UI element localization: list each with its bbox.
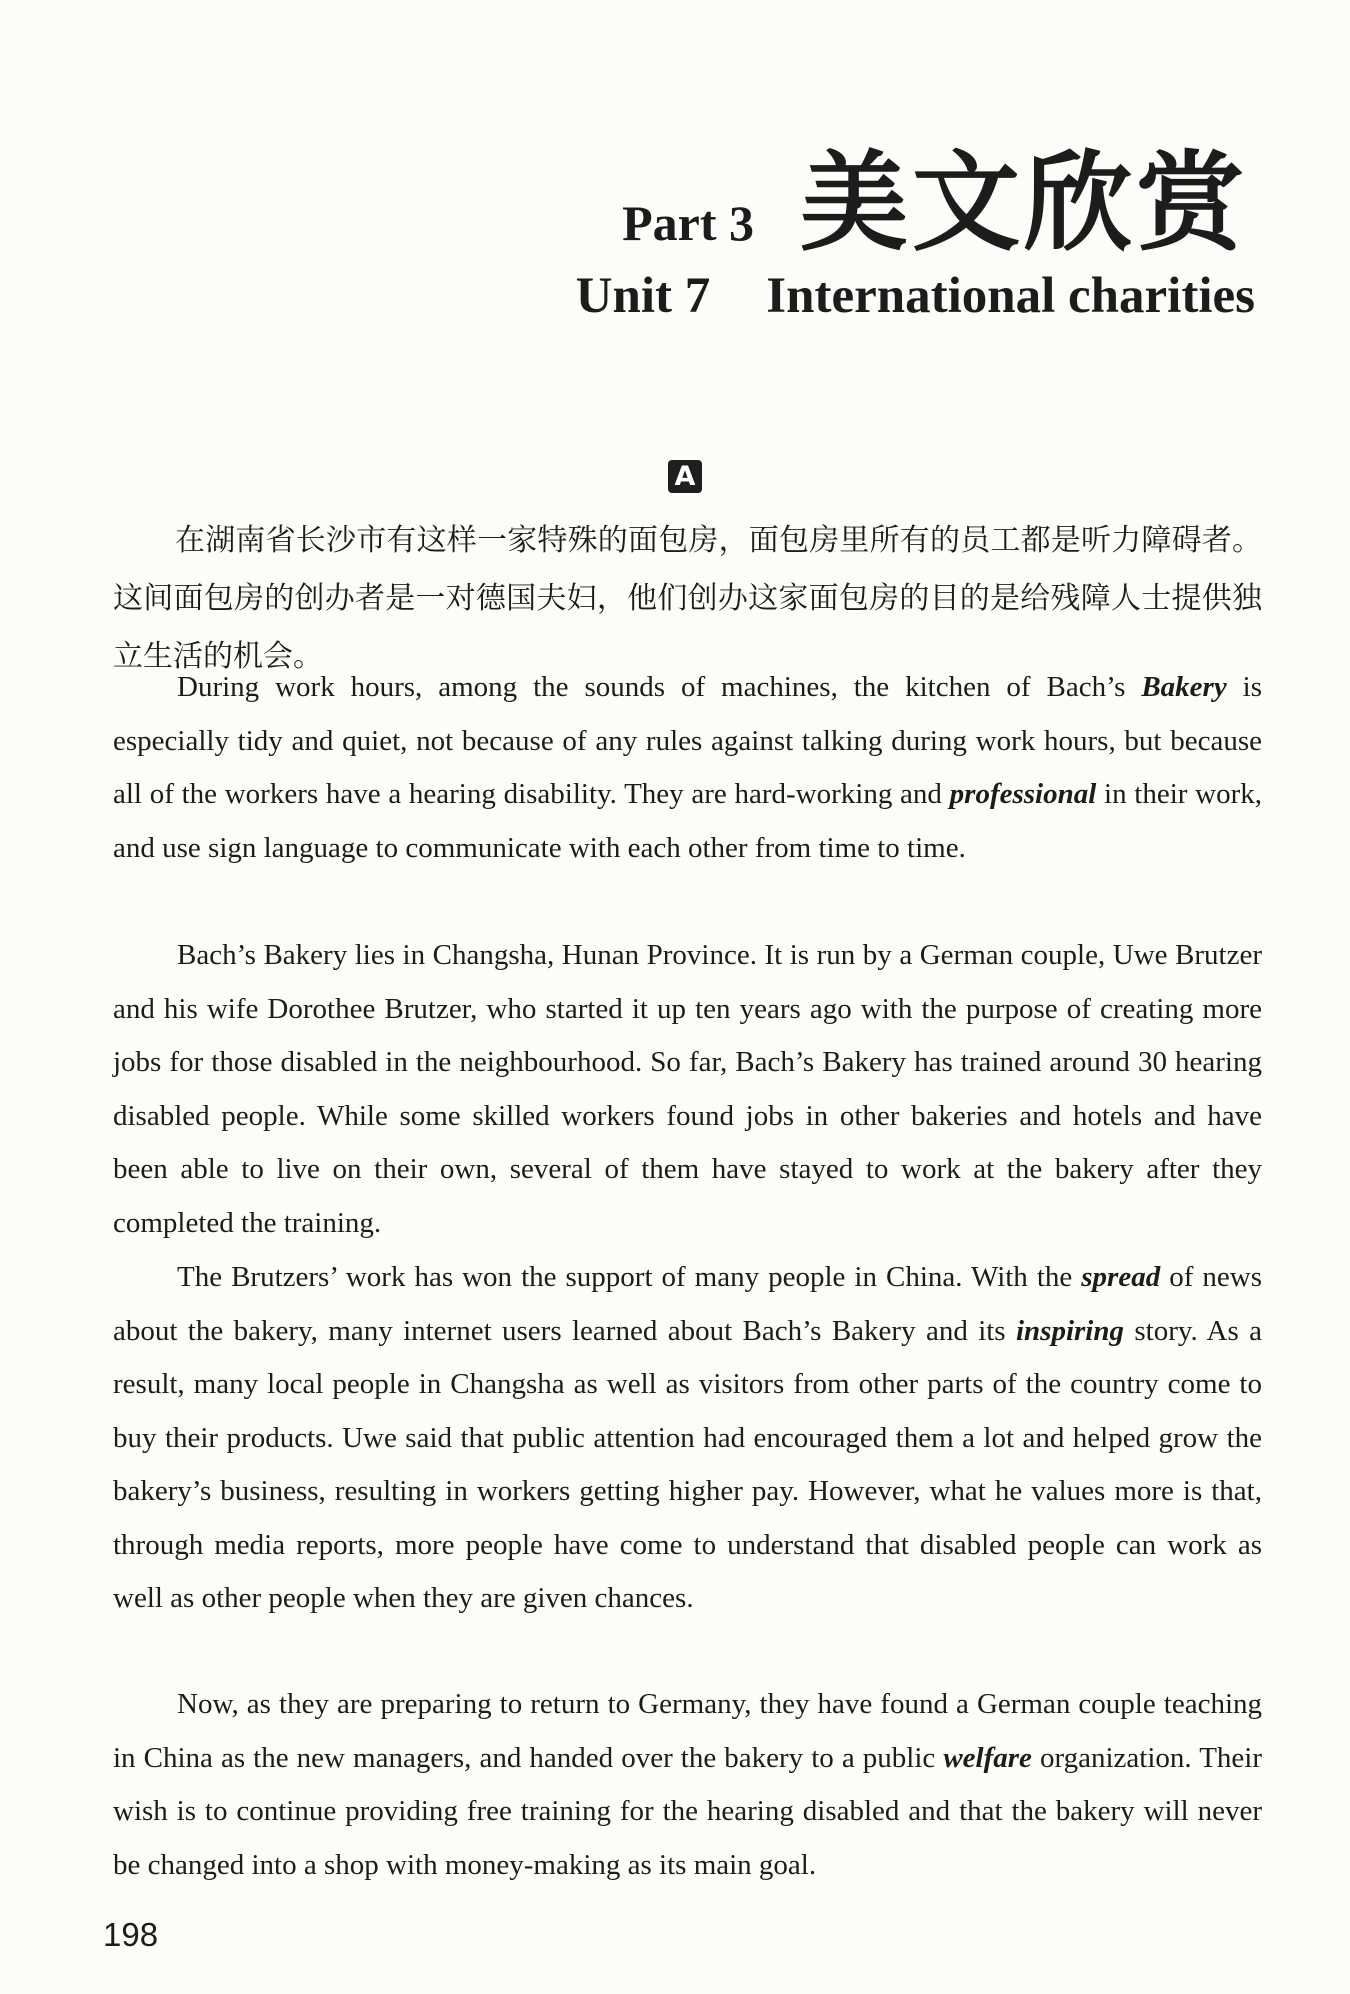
keyword-bakery: Bakery xyxy=(1141,671,1227,703)
page-number: 198 xyxy=(103,1916,159,1953)
paragraph-3-text-c: story. As a result, many local people in Changsha as well as visitors from other parts of the country come to buy their products. Uwe said that public attention had encouraged them a lot and helped grow the bakery’s business, resulting in workers getting higher pay. However, what he values more is that, through media reports, more people have come to understand that disabled people can work as well as other people when they are given chances. xyxy=(113,1314,1262,1614)
paragraph-3 xyxy=(113,1251,1262,1626)
paragraph-4-text-b: organization. Their wish is to continue providing free training for the hearing disabled and that the bakery will never be changed into a shop with money-making as its main goal. xyxy=(113,1741,1263,1881)
keyword-spread: spread xyxy=(1081,1261,1161,1293)
paragraph-4-text-a: Now, as they are preparing to return to Germany, they have found a German couple teaching in China as the new managers, and handed over the bakery to a public xyxy=(113,1688,1262,1774)
section-badge: A xyxy=(668,460,702,493)
part-title: 美文欣赏 xyxy=(799,141,1248,266)
part-label: Part 3 xyxy=(622,195,754,251)
unit-header xyxy=(576,267,1255,325)
keyword-inspiring: inspiring xyxy=(1015,1314,1124,1347)
unit-label: Unit 7 xyxy=(575,268,711,324)
paragraph-3-text-a: The Brutzers’ work has won the support of many people in China. With the xyxy=(177,1261,1082,1293)
part-header xyxy=(622,141,1248,266)
intro-paragraph-cn: 在湖南省长沙市有这样一家特殊的面包房，面包房里所有的员工都是听力障碍者。这间面包房的创办者是一对德国夫妇，他们创办这家面包房的目的是给残障人士提供独立生活的机会。 xyxy=(113,523,1262,674)
paragraph-2: Bach’s Bakery lies in Changsha, Hunan Province. It is run by a German couple, Uwe Brutzer and his wife Dorothee Brutzer, who started it up ten years ago with the purpose of creating more jobs for those disabled in the neighbourhood. So far, Bach’s Bakery has trained around 30 hearing disabled people. While some skilled workers found jobs in other bakeries and hotels and have been able to live on their own, several of them have stayed to work at the bakery after they completed the training. xyxy=(113,939,1262,1239)
paragraph-1-text-b: is especially tidy and quiet, not because of any rules against talking during work hours, but because all of the workers have a hearing disability. They are hard-working and xyxy=(113,671,1262,810)
paragraph-1 xyxy=(113,661,1262,875)
keyword-welfare: welfare xyxy=(943,1741,1032,1774)
paragraph-3-text-b: of news about the bakery, many internet users learned about Bach’s Bakery and its xyxy=(113,1261,1262,1347)
paragraph-1-text-c: in their work, and use sign language to communicate with each other from time to time. xyxy=(113,778,1262,864)
keyword-professional: professional xyxy=(949,778,1097,810)
unit-title: International charities xyxy=(766,268,1255,324)
paragraph-4 xyxy=(113,1678,1262,1892)
paragraph-1-text-a: During work hours, among the sounds of machines, the kitchen of Bach’s xyxy=(177,671,1142,703)
